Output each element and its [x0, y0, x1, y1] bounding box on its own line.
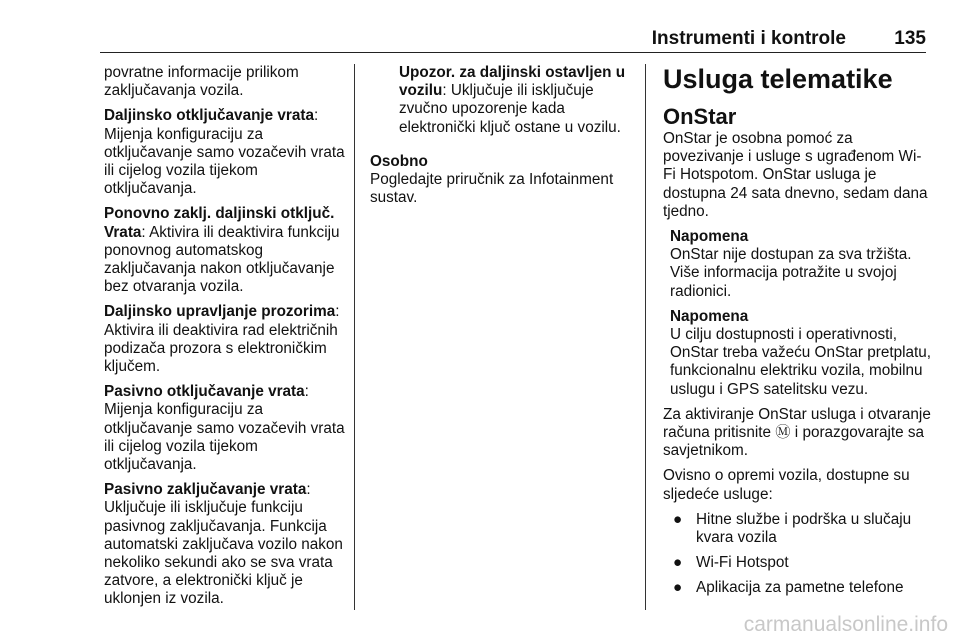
list-item: ● Aplikacija za pametne telefone — [673, 579, 904, 597]
note-title: Napomena — [670, 228, 749, 246]
bullet-icon: ● — [673, 510, 683, 528]
col1-paragraph — [104, 481, 348, 608]
col3-paragraph: Ovisno o opremi vozila, dostupne su sljedeće usluge: — [663, 467, 910, 503]
col1-paragraph: povratne informacije prilikom zaključavanja vozila. — [104, 64, 299, 100]
definition: : Aktivira ili deaktivira funkciju ponovnog automatskog zaključavanja nakon otključavanje bez otvaranja vozila. — [104, 223, 340, 296]
section-heading: Osobno — [370, 152, 428, 170]
column-1 — [104, 64, 348, 616]
header-title: Instrumenti i kontrole — [651, 28, 846, 49]
column-divider-1 — [354, 64, 355, 610]
section-title: Usluga telematike — [663, 64, 893, 94]
onstar-button-icon: Ⓜ — [775, 424, 791, 442]
term: Pasivno zaključavanje vrata — [104, 481, 307, 499]
col1-paragraph — [104, 205, 348, 296]
column-divider-2 — [645, 64, 646, 610]
subsection-title: OnStar — [663, 104, 737, 129]
col1-paragraph — [104, 303, 348, 376]
column-2 — [370, 64, 640, 214]
note-text: OnStar nije dostupan za sva tržišta. Više informacija potražite u svojoj radionici. — [670, 246, 912, 300]
term: Daljinsko otključavanje vrata — [104, 107, 314, 125]
note-box — [663, 308, 933, 399]
term: Upozor. za daljinski ostavljen u vozilu — [399, 64, 626, 100]
note-text: U cilju dostupnosti i operativnosti, OnStar treba važeću OnStar pretplatu, funkcionalnu elektriku vozila, mobilnu uslugu i GPS satelitsku vezu. — [670, 326, 932, 398]
col3-paragraph: Za aktiviranje OnStar usluga i otvaranje računa pritisnite Ⓜ i porazgovarajte sa savjetnikom. — [663, 405, 931, 460]
header-rule — [100, 52, 926, 53]
col2-paragraph: Pogledajte priručnik za Infotainment sustav. — [370, 171, 614, 207]
page-number: 135 — [894, 28, 926, 49]
column-3 — [663, 64, 933, 605]
term: Daljinsko upravljanje prozorima — [104, 303, 336, 321]
definition: : Uključuje ili isključuje funkciju pasivnog zaključavanja. Funkcija automatski zaključava vozilo nakon nekoliko sekundi ako se sva vrata zatvore, a elektronički ključ je uklonjen iz vozila. — [104, 481, 343, 608]
list-item: ● Hitne službe i podrška u slučaju kvara vozila — [673, 510, 912, 547]
definition: : Mijenja konfiguraciju za otključavanje samo vozačevih vrata ili cijelog vozila tijekom otključavanja. — [104, 107, 345, 198]
col2-paragraph — [370, 64, 640, 137]
note-title: Napomena — [670, 307, 749, 325]
col1-paragraph — [104, 107, 348, 198]
note-box — [663, 228, 933, 301]
col1-paragraph — [104, 383, 348, 474]
definition: : Aktivira ili deaktivira rad električnih podizača prozora s elektroničkim ključem. — [104, 303, 340, 376]
bullet-icon: ● — [673, 554, 683, 572]
term: Pasivno otključavanje vrata — [104, 383, 305, 401]
watermark: carmanualsonline.info — [743, 613, 948, 636]
bullet-icon: ● — [673, 579, 683, 597]
list-item: ● Wi-Fi Hotspot — [673, 554, 789, 572]
definition: : Uključuje ili isključuje zvučno upozorenje kada elektronički ključ ostane u vozilu. — [399, 82, 621, 136]
page-header — [100, 26, 926, 48]
term: Ponovno zaklj. daljinski otključ. Vrata — [104, 205, 335, 241]
col3-paragraph: OnStar je osobna pomoć za povezivanje i usluge s ugrađenom Wi-Fi Hotspotom. OnStar usluga je dostupna 24 sata dnevno, sedam dana tjedno. — [663, 130, 928, 220]
definition: : Mijenja konfiguraciju za otključavanje samo vozačevih vrata ili cijelog vozila tijekom otključavanja. — [104, 383, 345, 474]
